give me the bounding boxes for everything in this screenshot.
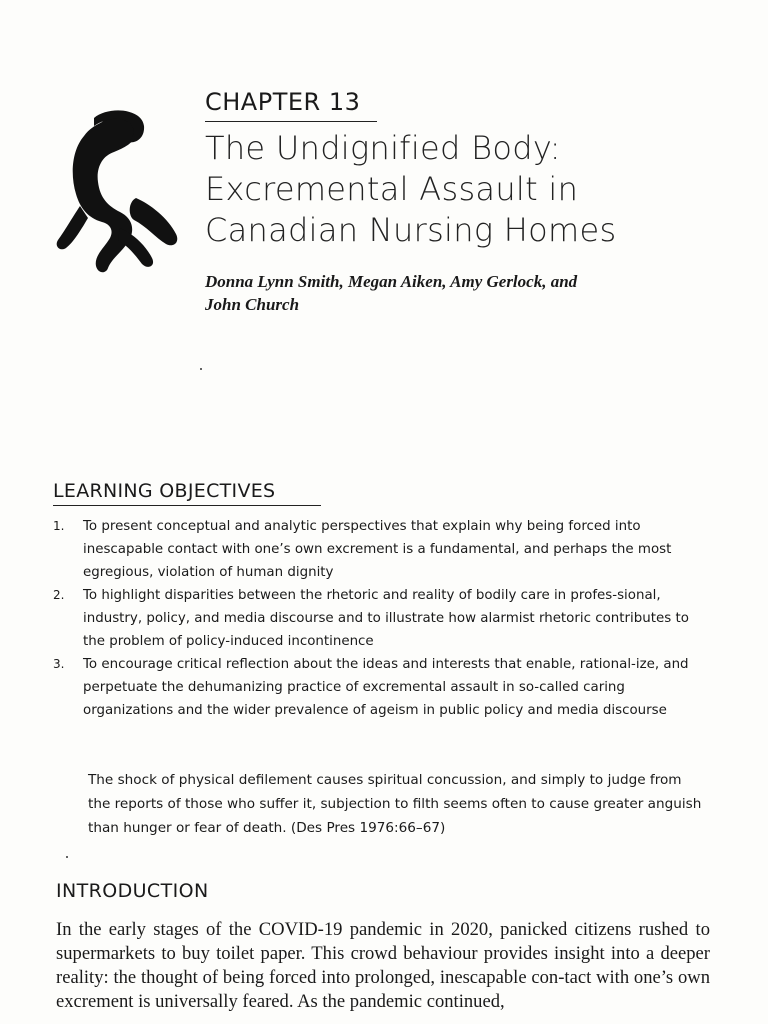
chapter-title [205,128,725,251]
learning-objectives-list [53,515,713,722]
list-number: 1. [53,519,65,533]
chapter-title-line: Excremental Assault in [205,170,579,208]
introduction-paragraph: In the early stages of the COVID-19 pandemic in 2020, panicked citizens rushed to supermarkets to buy toilet paper. This crowd behaviour provides insight into a deeper reality: the thought of being forced into prolonged, inescapable con-tact with one’s own excrement is universally feared. As the pandemic continued, [56,919,710,1012]
chapter-title-line: The Undignified Body: [205,129,561,167]
epigraph-quote: The shock of physical defilement causes spiritual concussion, and simply to judge from the reports of those who suffer it, subjection to filth seems often to cause greater anguish than hunger or fear of death. (Des Pres 1976:66–67) [88,772,702,836]
list-number: 3. [53,657,65,671]
introduction-heading: INTRODUCTION [56,880,209,902]
list-number: 2. [53,588,65,602]
print-speck [66,856,68,858]
list-item [53,515,713,584]
list-text: To encourage critical reflection about the ideas and interests that enable, rational-ize, and perpetuate the dehumanizing practice of excremental assault in so-called caring organizations and the wider prevalence of ageism in public policy and media discourse [83,657,689,718]
figure-logo-icon [50,108,180,278]
authors-line: Donna Lynn Smith, Megan Aiken, Amy Gerlock, and [205,272,578,291]
learning-objectives-divider [53,505,321,506]
chapter-authors [205,270,655,316]
authors-line: John Church [205,295,300,314]
chapter-title-line: Canadian Nursing Homes [205,211,617,249]
learning-objectives-heading: LEARNING OBJECTIVES [53,480,276,502]
list-text: To present conceptual and analytic perspectives that explain why being forced into inescapable contact with one’s own excrement is a fundamental, and perhaps the most egregious, violation of human dignity [83,519,672,580]
chapter-divider [205,121,377,122]
list-item [53,653,713,722]
chapter-label: CHAPTER 13 [205,88,361,116]
print-speck [200,368,202,370]
list-text: To highlight disparities between the rhetoric and reality of bodily care in profes-sional, industry, policy, and media discourse and to illustrate how alarmist rhetoric contributes to the problem of policy-induced incontinence [83,588,689,649]
list-item [53,584,713,653]
